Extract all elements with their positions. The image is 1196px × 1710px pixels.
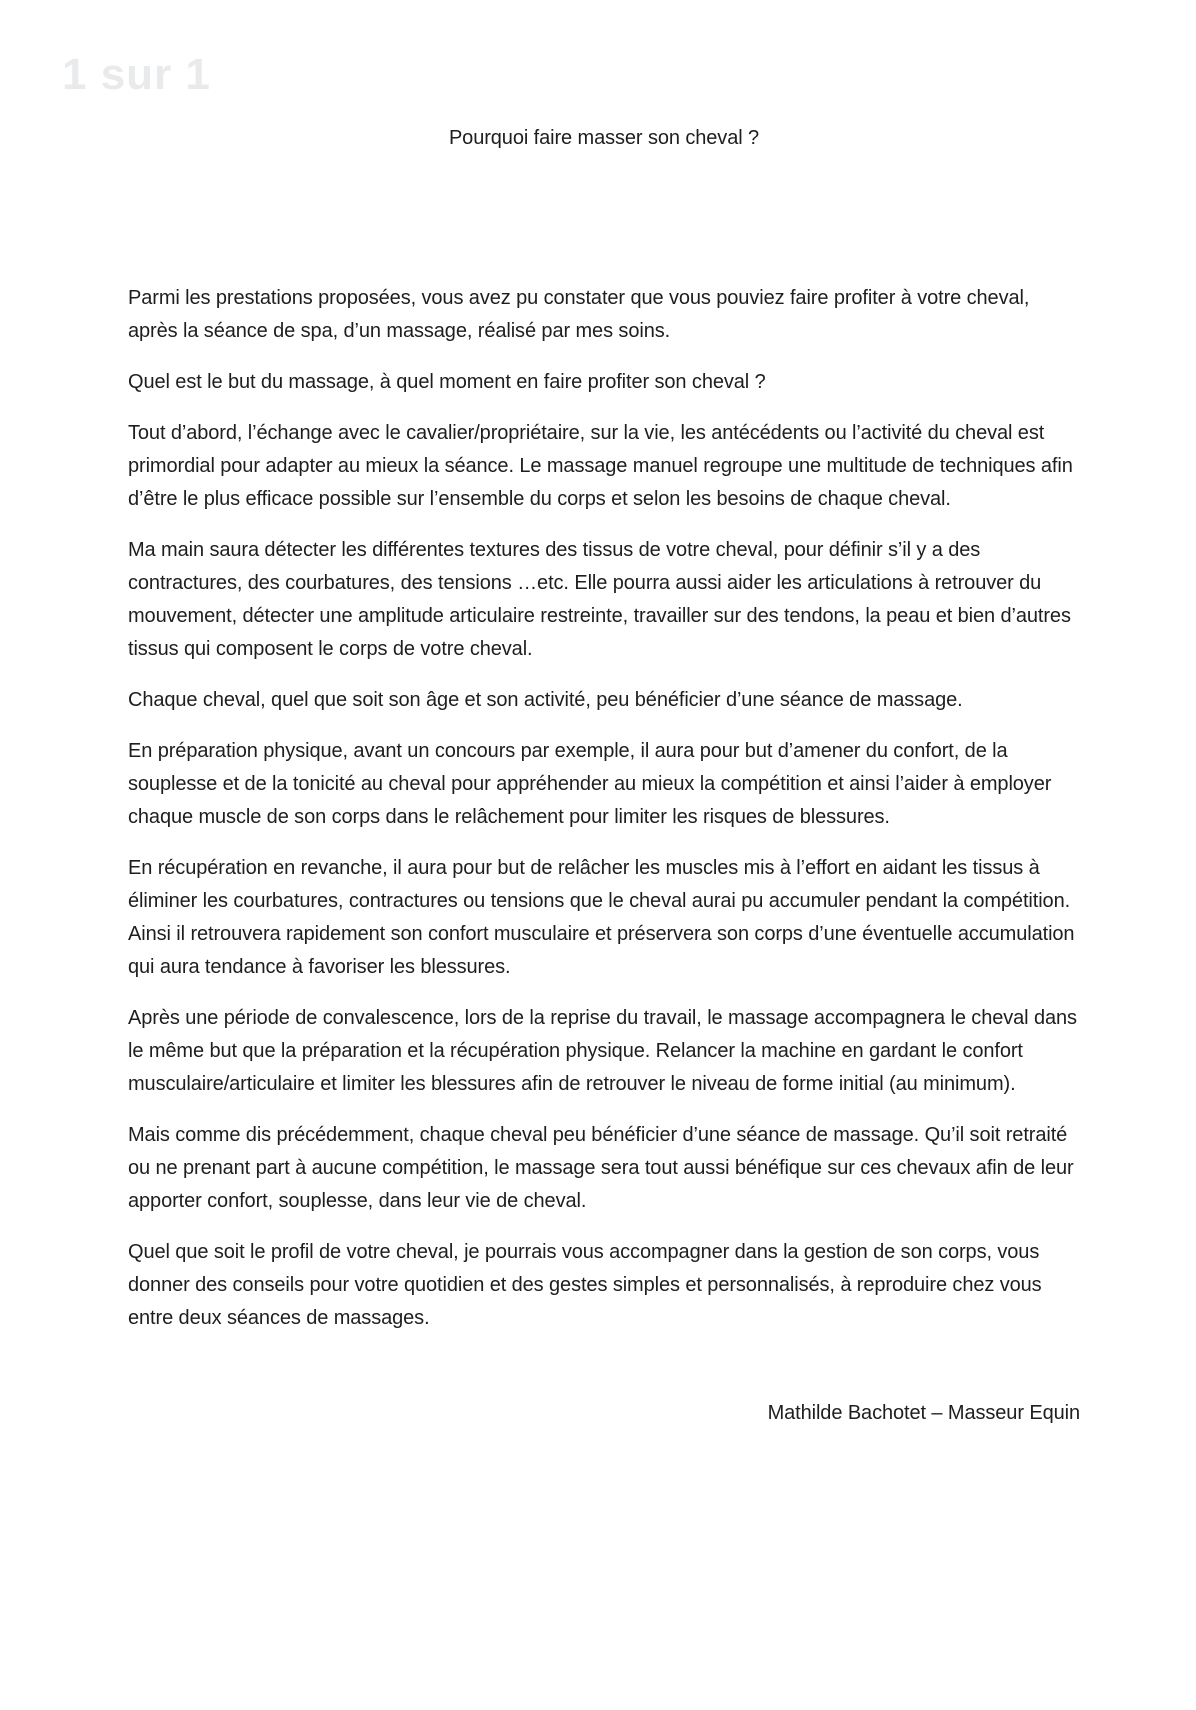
page-count-watermark: 1 sur 1 (62, 50, 211, 99)
paragraph: Quel que soit le profil de votre cheval, je pourrais vous accompagner dans la gestion de son corps, vous donner des conseils pour votre quotidien et des gestes simples et personnalisés, à reproduire chez vous entre deux séances de massages. (128, 1241, 1048, 1329)
paragraph: En préparation physique, avant un concours par exemple, il aura pour but d’amener du confort, de la souplesse et de la tonicité au cheval pour appréhender au mieux la compétition et ainsi l’aider à employer chaque muscle de son corps dans le relâchement pour limiter les risques de blessures. (128, 740, 1057, 828)
document-title: Pourquoi faire masser son cheval ? (448, 127, 760, 149)
paragraph: Ma main saura détecter les différentes textures des tissus de votre cheval, pour définir s’il y a des contractures, des courbatures, des tensions …etc. Elle pourra aussi aider les articulations à retrouver du mouvement, détecter une amplitude articulaire restreinte, travailler sur des tendons, la peau et bien d’autres tissus qui composent le corps de votre cheval. (128, 539, 1077, 660)
signature: Mathilde Bachotet – Masseur Equin (767, 1402, 1080, 1424)
paragraph: Après une période de convalescence, lors de la reprise du travail, le massage accompagnera le cheval dans le même but que la préparation et la récupération physique. Relancer la machine en gardant le confort musculaire/articulaire et limiter les blessures afin de retrouver le niveau de forme initial (au minimum). (128, 1007, 1083, 1095)
paragraph: Tout d’abord, l’échange avec le cavalier/propriétaire, sur la vie, les antécédents ou l’activité du cheval est primordial pour adapter au mieux la séance. Le massage manuel regroupe une multitude de techniques afin d’être le plus efficace possible sur l’ensemble du corps et selon les besoins de chaque cheval. (128, 422, 1079, 510)
paragraph: En récupération en revanche, il aura pour but de relâcher les muscles mis à l’effort en aidant les tissus à éliminer les courbatures, contractures ou tensions que le cheval aurai pu accumuler pendant la compétition. Ainsi il retrouvera rapidement son confort musculaire et préservera son corps d’une éventuelle accumulation qui aura tendance à favoriser les blessures. (128, 857, 1080, 978)
paragraph: Quel est le but du massage, à quel moment en faire profiter son cheval ? (128, 371, 766, 393)
paragraph: Chaque cheval, quel que soit son âge et son activité, peu bénéficier d’une séance de massage. (128, 689, 963, 711)
paragraph: Parmi les prestations proposées, vous avez pu constater que vous pouviez faire profiter à votre cheval, après la séance de spa, d’un massage, réalisé par mes soins. (128, 287, 1035, 342)
document-body (128, 282, 1083, 1335)
paragraph: Mais comme dis précédemment, chaque cheval peu bénéficier d’une séance de massage. Qu’il soit retraité ou ne prenant part à aucune compétition, le massage sera tout aussi bénéfique sur ces chevaux afin de leur apporter confort, souplesse, dans leur vie de cheval. (128, 1124, 1080, 1212)
